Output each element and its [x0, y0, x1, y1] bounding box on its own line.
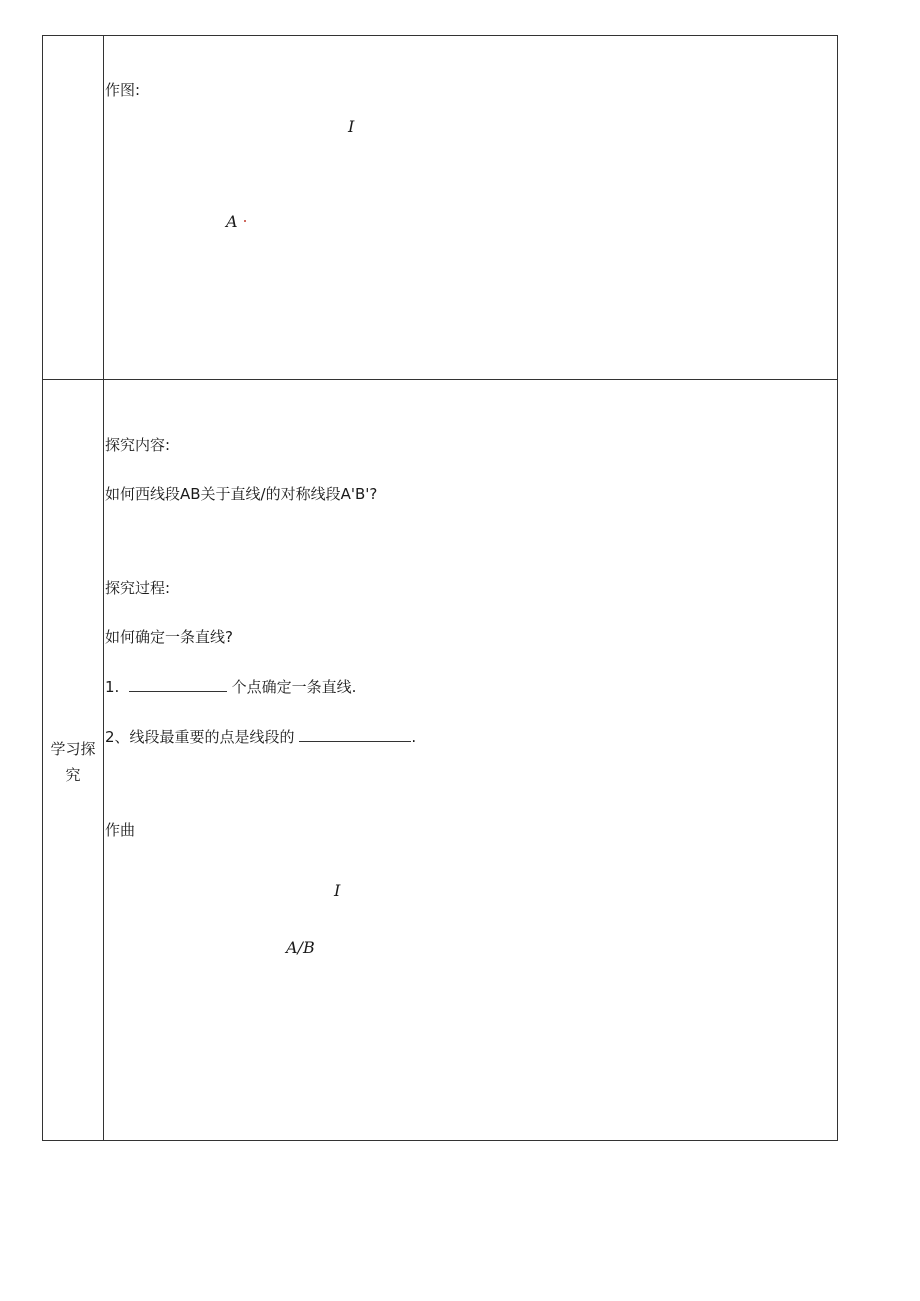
draw-heading: 作曲 [105, 821, 136, 839]
item2-prefix: 2、线段最重要的点是线段的 [105, 728, 295, 746]
row2-label-cell [43, 380, 104, 1141]
process-question: 如何确定一条直线? [105, 628, 233, 646]
point-a-dot [244, 220, 246, 222]
side-label: 学习探究 [50, 740, 96, 784]
row1-label-cell [43, 36, 104, 380]
table-row-inquiry [43, 380, 838, 1141]
inquiry-question: 如何西线段AB关于直线/的对称线段A'B'? [105, 485, 378, 503]
point-a-label: A [226, 212, 246, 231]
row1-content-cell [104, 36, 838, 380]
answer-blank-1[interactable] [129, 679, 227, 692]
inquiry-heading: 探究内容: [105, 436, 171, 454]
worksheet [42, 35, 836, 1142]
segment-ab-label: A/B [286, 938, 315, 957]
item1-prefix: 1. [105, 678, 120, 696]
drawing-heading: 作图: [105, 81, 141, 99]
table-row-drawing [43, 36, 838, 380]
line-l-label-2: I [334, 881, 341, 900]
worksheet-table [42, 35, 838, 1141]
row2-content-cell [104, 380, 838, 1141]
line-l-label: I [348, 117, 355, 136]
answer-blank-2[interactable] [299, 729, 411, 742]
item2-suffix: . [411, 728, 417, 746]
process-heading: 探究过程: [105, 579, 171, 597]
fill-item-1 [105, 678, 356, 696]
item1-suffix: 个点确定一条直线. [231, 678, 357, 696]
fill-item-2 [105, 728, 416, 746]
